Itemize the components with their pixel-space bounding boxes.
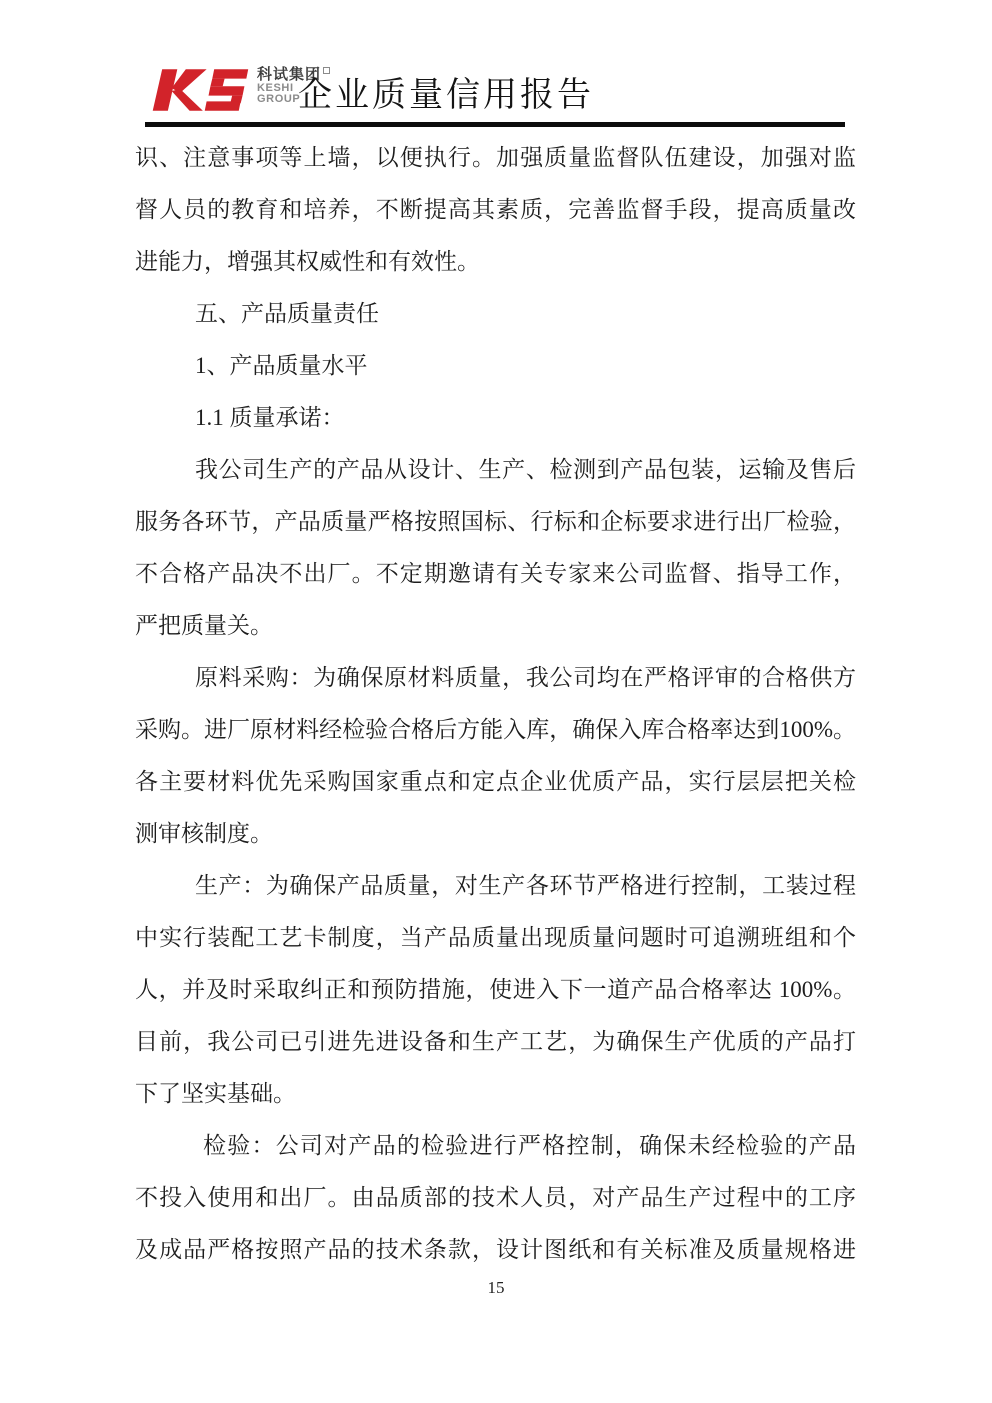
text-line: 人，并及时采取纠正和预防措施，使进入下一道产品合格率达 100%。 [135, 977, 856, 1002]
text-line: 生产：为确保产品质量，对生产各环节严格进行控制，工装过程 [195, 873, 856, 898]
text-line: 严把质量关。 [135, 613, 273, 638]
text-line: 不合格产品决不出厂。不定期邀请有关专家来公司监督、指导工作， [135, 561, 856, 586]
text-line: 服务各环节，产品质量严格按照国标、行标和企标要求进行出厂检验， [135, 509, 856, 534]
text-line: 各主要材料优先采购国家重点和定点企业优质产品，实行层层把关检 [135, 769, 856, 794]
text-line: 中实行装配工艺卡制度，当产品质量出现质量问题时可追溯班组和个 [135, 925, 856, 950]
text-line: 进能力，增强其权威性和有效性。 [135, 249, 480, 274]
text-line: 识、注意事项等上墙，以便执行。加强质量监督队伍建设，加强对监 [135, 145, 856, 170]
text-line: 我公司生产的产品从设计、生产、检测到产品包装，运输及售后 [195, 457, 856, 482]
text-line: 下了坚实基础。 [135, 1081, 296, 1106]
text-line: 检验：公司对产品的检验进行严格控制，确保未经检验的产品 [203, 1133, 856, 1158]
company-name-en-line2: GROUP [257, 93, 301, 105]
text-line: 不投入使用和出厂。由品质部的技术人员，对产品生产过程中的工序 [135, 1185, 856, 1210]
text-line: 目前，我公司已引进先进设备和生产工艺，为确保生产优质的产品打 [135, 1029, 856, 1054]
report-title: 企业质量信用报告 [298, 77, 594, 114]
page-number: 15 [487, 1278, 505, 1297]
text-line: 及成品严格按照产品的技术条款，设计图纸和有关标准及质量规格进 [135, 1237, 856, 1262]
text-line: 测审核制度。 [135, 821, 273, 846]
ks-logo-icon [148, 64, 252, 116]
section-heading: 五、产品质量责任 [195, 301, 379, 326]
text-line: 原料采购：为确保原材料质量，我公司均在严格评审的合格供方 [195, 665, 856, 690]
subsection-heading: 1、产品质量水平 [195, 353, 368, 378]
subsubsection-heading: 1.1 质量承诺： [195, 405, 345, 430]
company-name-en-line1: KESHI [257, 82, 294, 94]
document-body [135, 132, 856, 1276]
company-name-cn-text: 科试集团 [257, 66, 322, 83]
text-line: 督人员的教育和培养，不断提高其素质，完善监督手段，提高质量改 [135, 197, 856, 222]
header-divider [145, 122, 845, 127]
text-line: 采购。进厂原材料经检验合格后方能入库，确保入库合格率达到100%。 [135, 717, 856, 742]
